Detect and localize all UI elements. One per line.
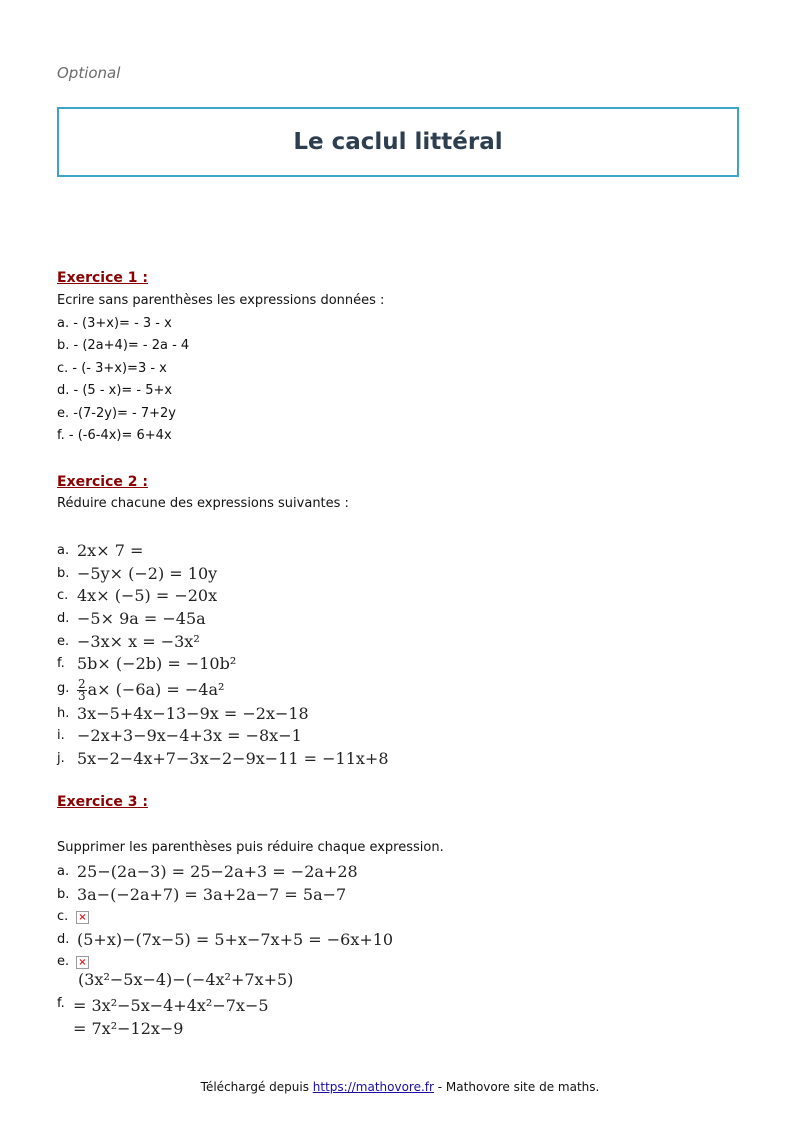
math-expression: −5y× (−2) = 10y bbox=[77, 564, 218, 583]
item-label: h. bbox=[57, 706, 70, 721]
item-label: f. bbox=[57, 656, 65, 671]
item-label: a. bbox=[57, 543, 70, 558]
footer bbox=[0, 1080, 800, 1094]
math-expression: 3x−5+4x−13−9x = −2x−18 bbox=[77, 704, 309, 723]
fraction-expression: a× (−6a) = −4a² bbox=[87, 680, 225, 699]
item-label: e. bbox=[57, 634, 70, 649]
exercise-1-item-c: c. - (- 3+x)=3 - x bbox=[57, 361, 167, 376]
footer-suffix: - Mathovore site de maths. bbox=[433, 1080, 600, 1094]
item-label: b. bbox=[57, 887, 70, 902]
exercise-3-item-f-label: f. bbox=[57, 996, 65, 1011]
exercise-1-item-d: d. - (5 - x)= - 5+x bbox=[57, 383, 173, 398]
broken-image-icon: × bbox=[76, 911, 89, 924]
item-label: d. bbox=[57, 932, 70, 947]
exercise-3-instruction: Supprimer les parenthèses puis réduire chaque expression. bbox=[57, 840, 444, 855]
item-label: d. bbox=[57, 611, 70, 626]
item-label: i. bbox=[57, 728, 65, 743]
footer-prefix: Téléchargé depuis bbox=[200, 1080, 313, 1094]
item-label: c. bbox=[57, 909, 69, 924]
exercise-1-title: Exercice 1 : bbox=[57, 270, 148, 286]
exercise-2-instruction: Réduire chacune des expressions suivantes : bbox=[57, 496, 349, 511]
math-expression: 3a−(−2a+7) = 3a+2a−7 = 5a−7 bbox=[77, 885, 347, 904]
math-expression: −2x+3−9x−4+3x = −8x−1 bbox=[77, 726, 302, 745]
fraction bbox=[77, 679, 87, 702]
item-label: g. bbox=[57, 681, 70, 696]
page-title: Le caclul littéral bbox=[293, 129, 503, 155]
item-label: e. bbox=[57, 954, 70, 969]
exercise-3-item-f-line-3: = 7x²−12x−9 bbox=[73, 1019, 184, 1038]
item-label: b. bbox=[57, 566, 70, 581]
optional-label: Optional bbox=[57, 64, 121, 82]
math-expression: 5x−2−4x+7−3x−2−9x−11 = −11x+8 bbox=[77, 749, 389, 768]
fraction-denominator: 3 bbox=[78, 689, 86, 703]
exercise-1-item-b: b. - (2a+4)= - 2a - 4 bbox=[57, 338, 190, 353]
exercise-3-title: Exercice 3 : bbox=[57, 794, 148, 810]
math-expression: 4x× (−5) = −20x bbox=[77, 586, 218, 605]
math-expression: 25−(2a−3) = 25−2a+3 = −2a+28 bbox=[77, 862, 358, 881]
broken-image-icon: × bbox=[76, 956, 89, 969]
math-expression bbox=[77, 679, 224, 702]
exercise-3-item-f-line-1: (3x²−5x−4)−(−4x²+7x+5) bbox=[78, 970, 294, 989]
exercise-2-title: Exercice 2 : bbox=[57, 474, 148, 490]
exercise-3-item-f-line-2: = 3x²−5x−4+4x²−7x−5 bbox=[73, 996, 269, 1015]
math-expression: (5+x)−(7x−5) = 5+x−7x+5 = −6x+10 bbox=[77, 930, 394, 949]
item-label: a. bbox=[57, 864, 70, 879]
exercise-1-item-a: a. - (3+x)= - 3 - x bbox=[57, 316, 172, 331]
footer-link[interactable]: https://mathovore.fr bbox=[312, 1080, 434, 1094]
math-expression: 5b× (−2b) = −10b² bbox=[77, 654, 237, 673]
item-label: j. bbox=[57, 751, 65, 766]
math-expression: 2x× 7 = bbox=[77, 541, 144, 560]
exercise-1-item-f: f. - (-6-4x)= 6+4x bbox=[57, 428, 172, 443]
math-expression: −3x× x = −3x² bbox=[77, 632, 200, 651]
fraction-numerator: 2 bbox=[78, 677, 86, 691]
exercise-1-instruction: Ecrire sans parenthèses les expressions données : bbox=[57, 293, 385, 308]
item-label: c. bbox=[57, 588, 69, 603]
title-box bbox=[57, 107, 739, 177]
math-expression: −5× 9a = −45a bbox=[77, 609, 206, 628]
exercise-1-item-e: e. -(7-2y)= - 7+2y bbox=[57, 406, 176, 421]
